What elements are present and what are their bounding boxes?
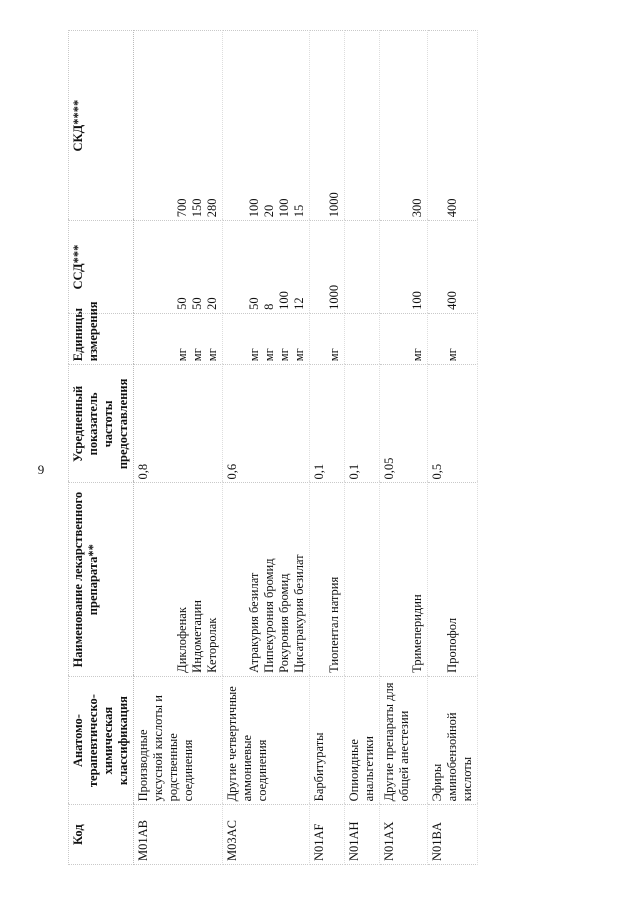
atc-cell: Другие четвертичные аммониевые соединения [223,676,310,805]
cell-spacer [312,34,327,217]
header-ssd: ССД*** [69,221,134,314]
skd-cell [380,31,428,221]
drug-unit: мг [247,348,261,362]
drug-name: Рокурония бромид [277,573,291,673]
unit-cell [428,313,478,364]
drug-unit: мг [175,348,189,362]
code-cell: M01AB [134,805,223,865]
drug-name: Кеторолак [205,617,219,673]
drug-unit: мг [445,348,459,362]
cell-spacer [225,487,247,673]
ssd-cell [134,221,223,314]
table-row [134,31,223,865]
drug-name-cell [310,483,345,676]
unit-cell [345,313,380,364]
cell-spacer [430,224,445,310]
skd-cell [223,31,310,221]
drug-ssd: 20 [205,297,219,310]
ssd-cell [310,221,345,314]
atc-cell: Опиоидные анальгетики [345,676,380,805]
table-body [134,31,478,865]
drug-unit: мг [205,348,219,362]
code-cell: N01AX [380,805,428,865]
cell-spacer [382,317,410,361]
header-unit: Единицы измерения [69,313,134,364]
cell-spacer [312,487,327,673]
drug-unit: мг [190,348,204,362]
drug-name: Тиопентал натрия [327,576,341,673]
drug-name: Цисатракурия безилат [292,554,306,673]
frequency-cell: 0,8 [134,365,223,483]
table-header-row [69,31,134,865]
drug-unit: мг [262,348,276,362]
header-drug-name: Наименование лекарственного препарата** [69,483,134,676]
drug-ssd: 50 [175,297,189,310]
atc-cell: Производные уксусной кислоты и родственные соединения [134,676,223,805]
header-code: Код [69,805,134,865]
drug-skd: 280 [205,198,219,218]
header-frequency: Усредненный показатель частоты предоставления [69,365,134,483]
ssd-cell [345,221,380,314]
code-cell: N01BA [428,805,478,865]
drug-unit: мг [327,348,341,362]
unit-cell [223,313,310,364]
drug-unit: мг [277,348,291,362]
skd-cell [134,31,223,221]
skd-cell [345,31,380,221]
atc-cell: Барбитураты [310,676,345,805]
skd-cell [428,31,478,221]
cell-spacer [430,317,445,361]
cell-spacer [382,224,410,310]
cell-spacer [136,317,175,361]
drug-name-cell [380,483,428,676]
code-cell: N01AH [345,805,380,865]
cell-spacer [312,224,327,310]
cell-spacer [347,487,362,673]
cell-spacer [347,34,362,217]
cell-spacer [136,224,175,310]
drug-unit: мг [410,348,424,362]
drug-skd: 1000 [327,192,341,218]
cell-spacer [225,317,247,361]
drug-skd: 20 [262,204,276,218]
drug-name: Пипекурония бромид [262,558,276,673]
drug-skd: 150 [190,198,204,218]
drug-ssd: 8 [262,303,276,310]
drug-ssd: 400 [445,291,459,310]
drug-skd: 300 [410,198,424,218]
table-row [380,31,428,865]
drug-ssd: 12 [292,297,306,310]
skd-cell [310,31,345,221]
drug-ssd: 50 [190,297,204,310]
drug-name-cell [428,483,478,676]
drug-name-cell [345,483,380,676]
drug-ssd: 50 [247,297,261,310]
cell-spacer [312,317,327,361]
frequency-cell: 0,1 [345,365,380,483]
drug-unit: мг [292,348,306,362]
ssd-cell [428,221,478,314]
drug-table [68,30,478,865]
drug-name: Пропофол [445,617,459,673]
drug-ssd: 1000 [327,284,341,310]
table-row [310,31,345,865]
drug-name: Индометацин [190,600,204,673]
drug-name-cell [134,483,223,676]
cell-spacer [382,34,410,217]
cell-spacer [430,487,445,673]
drug-name: Атракурия безилат [247,572,261,673]
code-cell: M03AC [223,805,310,865]
drug-name: Диклофенак [175,607,189,673]
header-atc: Анатомо-терапевтическо-химическая классификация [69,676,134,805]
cell-spacer [225,34,247,217]
drug-name-cell [223,483,310,676]
cell-spacer [430,34,445,217]
cell-spacer [136,34,175,217]
unit-cell [134,313,223,364]
header-skd: СКД**** [69,31,134,221]
cell-spacer [382,487,410,673]
cell-spacer [347,224,362,310]
unit-cell [380,313,428,364]
table-row [223,31,310,865]
ssd-cell [380,221,428,314]
drug-name: Тримеперидин [410,594,424,673]
atc-cell: Другие препараты для общей анестезии [380,676,428,805]
frequency-cell: 0,6 [223,365,310,483]
drug-ssd: 100 [410,291,424,310]
frequency-cell: 0,05 [380,365,428,483]
ssd-cell [223,221,310,314]
drug-skd: 15 [292,204,306,218]
unit-cell [310,313,345,364]
cell-spacer [225,224,247,310]
cell-spacer [136,487,175,673]
cell-spacer [347,317,362,361]
table-row [345,31,380,865]
drug-skd: 700 [175,198,189,218]
page-number: 9 [37,462,45,477]
code-cell: N01AF [310,805,345,865]
drug-skd: 100 [277,198,291,218]
frequency-cell: 0,5 [428,365,478,483]
table-row [428,31,478,865]
drug-skd: 100 [247,198,261,218]
atc-cell: Эфиры аминобензойной кислоты [428,676,478,805]
frequency-cell: 0,1 [310,365,345,483]
drug-ssd: 100 [277,291,291,310]
drug-skd: 400 [445,198,459,218]
